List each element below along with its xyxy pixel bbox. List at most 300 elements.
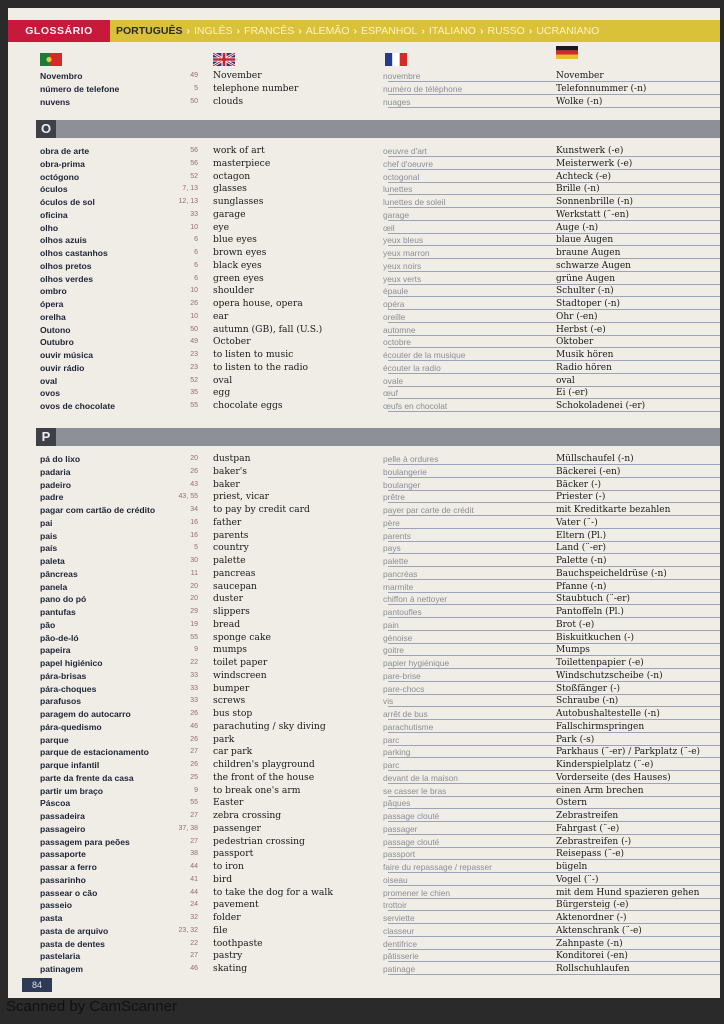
entry-french: classeur — [383, 925, 415, 936]
entry-german: mit dem Hund spazieren gehen — [556, 887, 700, 898]
entry-english: bumper — [213, 682, 250, 694]
glossary-entry — [8, 517, 720, 529]
row-rule — [388, 411, 720, 412]
entry-german: Pfanne (-n) — [556, 581, 607, 592]
entry-english: dustpan — [213, 453, 251, 464]
entry-english: bread — [213, 618, 241, 630]
entry-english: brown eyes — [213, 247, 267, 258]
entry-french: parking — [383, 747, 411, 758]
entry-page-ref: 9 — [194, 646, 198, 654]
entry-portuguese: passar a ferro — [40, 862, 97, 872]
entry-portuguese: padaria — [40, 466, 71, 477]
entry-english: parents — [213, 529, 249, 541]
entry-french: devant de la maison — [383, 772, 458, 783]
glossary-entry — [8, 555, 720, 567]
entry-french: goitre — [383, 645, 404, 656]
entry-german: Vater (¨-) — [556, 517, 598, 528]
entry-page-ref: 26 — [190, 467, 198, 475]
entry-page-ref: 5 — [194, 544, 198, 552]
entry-page-ref: 34 — [190, 506, 198, 513]
entry-french: pare-chocs — [383, 683, 425, 694]
entry-german: Brille (-n) — [556, 184, 600, 195]
entry-portuguese: partir um braço — [40, 785, 104, 796]
glossary-entry — [8, 145, 720, 157]
entry-french: écouter la radio — [383, 362, 441, 373]
entry-page-ref: 30 — [190, 557, 198, 564]
entry-page-ref: 23, 32 — [178, 926, 198, 934]
entry-portuguese: pano do pó — [40, 594, 87, 605]
entry-page-ref: 26 — [190, 761, 198, 768]
entry-english: to iron — [213, 861, 244, 872]
entry-english: clouds — [213, 95, 244, 107]
glossary-entry — [8, 746, 720, 758]
entry-french: dentifrice — [383, 938, 417, 949]
entry-portuguese: passaporte — [40, 849, 86, 860]
entry-french: yeux verts — [383, 273, 422, 284]
entry-portuguese: pão-de-ló — [40, 632, 79, 643]
entry-page-ref: 25 — [190, 773, 198, 781]
entry-german: Mumps — [556, 645, 590, 656]
entry-german: Zebrastreifen — [556, 811, 619, 821]
entry-portuguese: passagem para peões — [40, 836, 130, 847]
row-rule — [388, 974, 720, 975]
entry-german: Staubtuch (¨-er) — [556, 594, 631, 605]
entry-english: file — [213, 924, 228, 936]
glossary-entry — [8, 963, 720, 975]
entry-portuguese: orelha — [40, 311, 66, 322]
entry-page-ref: 32 — [190, 914, 198, 921]
entry-french: pâques — [383, 798, 411, 809]
entry-german: Bäckerei (-en) — [556, 466, 621, 477]
entry-german: Brot (-e) — [556, 619, 595, 630]
entry-german: Aktenschrank (¨-e) — [556, 925, 642, 936]
entry-english: bus stop — [213, 708, 253, 719]
entry-german: Herbst (-e) — [556, 324, 606, 335]
entry-french: palette — [383, 556, 409, 566]
entry-page-ref: 43 — [190, 480, 198, 488]
entry-french: passage clouté — [383, 811, 440, 821]
entry-german: Fallschirmspringen — [556, 721, 645, 732]
glossary-entry — [8, 298, 720, 310]
entry-french: passage clouté — [383, 836, 440, 847]
entry-german: Reisepass (¨-e) — [556, 849, 625, 860]
entry-page-ref: 49 — [190, 72, 198, 79]
entry-page-ref: 10 — [190, 223, 198, 231]
entry-english: to listen to the radio — [213, 361, 309, 373]
entry-french: lunettes de soleil — [383, 197, 446, 207]
scanner-watermark: Scanned by CamScanner — [6, 998, 177, 1015]
entry-english: pastry — [213, 950, 243, 962]
entry-portuguese: oficina — [40, 209, 68, 220]
entry-french: novembre — [383, 71, 421, 81]
entry-french: pâtisserie — [383, 951, 419, 962]
entry-english: passenger — [213, 822, 261, 834]
entry-page-ref: 23 — [190, 351, 198, 358]
entry-german: Bauchspeicheldrüse (-n) — [556, 568, 667, 579]
section-header-p — [36, 428, 720, 446]
page-number: 84 — [22, 978, 52, 992]
entry-french: numéro de téléphone — [383, 83, 463, 94]
entry-portuguese: parque — [40, 734, 69, 745]
glossary-entry — [8, 887, 720, 899]
entry-french: pancréas — [383, 568, 418, 579]
glossary-entry — [8, 234, 720, 246]
language-label: ESPANHOL — [360, 25, 418, 37]
entry-page-ref: 52 — [190, 172, 198, 180]
glossary-entry — [8, 400, 720, 412]
glossary-header-bar — [8, 20, 720, 42]
entry-portuguese: passear o cão — [40, 887, 98, 898]
entry-portuguese: pá do lixo — [40, 454, 81, 464]
entry-german: Bäcker (-) — [556, 479, 602, 490]
language-nav — [110, 20, 720, 42]
section-letter: P — [36, 428, 56, 446]
entry-french: se casser le bras — [383, 785, 447, 796]
entry-german: November — [556, 71, 604, 81]
entry-french: chef d'oeuvre — [383, 158, 434, 169]
entry-portuguese: Outubro — [40, 337, 74, 348]
entry-german: braune Augen — [556, 248, 621, 258]
entry-english: bird — [213, 873, 233, 885]
glossary-entry — [8, 96, 720, 108]
entry-german: Land (¨-er) — [556, 543, 606, 554]
glossary-entry — [8, 619, 720, 631]
entry-french: parents — [383, 530, 411, 541]
entry-portuguese: ouvir música — [40, 350, 94, 360]
section-letter: O — [36, 120, 56, 138]
entry-page-ref: 20 — [190, 595, 198, 603]
entry-english: slippers — [213, 606, 250, 617]
entry-portuguese: paleta — [40, 556, 65, 566]
entry-english: work of art — [213, 145, 265, 156]
entry-portuguese: olhos castanhos — [40, 248, 108, 258]
entry-portuguese: olhos azuis — [40, 235, 87, 246]
entry-english: oval — [213, 374, 233, 386]
entry-english: Easter — [213, 797, 244, 809]
entry-french: octogonal — [383, 171, 420, 182]
entry-english: father — [213, 516, 242, 528]
entry-portuguese: nuvens — [40, 96, 71, 107]
entry-portuguese: passageiro — [40, 823, 86, 834]
entry-english: passport — [213, 848, 254, 860]
entry-page-ref: 37, 38 — [178, 824, 198, 832]
entry-english: eye — [213, 221, 230, 233]
entry-french: promener le chien — [383, 887, 451, 898]
entry-french: yeux bleus — [383, 235, 424, 246]
entry-english: masterpiece — [213, 157, 271, 169]
glossary-entry — [8, 453, 720, 465]
entry-french: parc — [383, 760, 400, 770]
nav-separator: › — [421, 25, 425, 37]
entry-page-ref: 10 — [190, 287, 198, 295]
entry-english: opera house, opera — [213, 298, 303, 309]
entry-german: Zahnpaste (-n) — [556, 938, 623, 949]
glossary-entry — [8, 311, 720, 323]
entry-english: palette — [213, 555, 246, 566]
language-label: ALEMÃO — [305, 25, 350, 37]
entry-page-ref: 10 — [190, 312, 198, 320]
glossary-entry — [8, 285, 720, 297]
entry-french: œil — [383, 222, 395, 233]
entry-portuguese: pastelaria — [40, 951, 81, 962]
entry-french: arrêt de bus — [383, 709, 428, 719]
language-label: UCRANIANO — [536, 25, 600, 37]
entry-french: marmite — [383, 581, 414, 592]
glossary-entry — [8, 683, 720, 695]
entry-page-ref: 20 — [190, 455, 198, 462]
entry-portuguese: oval — [40, 375, 58, 386]
glossary-entry — [8, 899, 720, 911]
glossary-entry — [8, 479, 720, 491]
entry-english: children's playground — [213, 759, 315, 770]
entry-portuguese: papeira — [40, 645, 71, 656]
entry-english: zebra crossing — [213, 810, 282, 821]
entry-german: Toilettenpapier (-e) — [556, 658, 644, 668]
glossary-entry — [8, 158, 720, 170]
glossary-entry — [8, 530, 720, 542]
entry-french: garage — [383, 209, 410, 220]
entry-english: the front of the house — [213, 771, 315, 783]
language-label: FRANCÊS — [244, 25, 295, 37]
glossary-entry — [8, 823, 720, 835]
entry-french: faire du repassage / repasser — [383, 862, 492, 872]
glossary-entry — [8, 734, 720, 746]
entry-portuguese: pasta de arquivo — [40, 925, 109, 936]
entry-german: Bürgersteig (-e) — [556, 900, 629, 911]
entry-french: oreille — [383, 311, 406, 322]
entry-french: parachutisme — [383, 721, 434, 732]
section-header-o — [36, 120, 720, 138]
germany-flag-icon — [556, 46, 578, 59]
entry-portuguese: pâncreas — [40, 568, 78, 579]
glossary-entry — [8, 209, 720, 221]
nav-separator: › — [236, 25, 241, 37]
entry-german: grüne Augen — [556, 273, 616, 284]
entry-french: épaule — [383, 286, 409, 297]
entry-english: skating — [213, 963, 248, 974]
entry-page-ref: 26 — [190, 735, 198, 743]
france-flag-icon — [385, 53, 407, 66]
entry-english: green eyes — [213, 272, 264, 284]
entry-english: car park — [213, 746, 253, 758]
entry-page-ref: 6 — [194, 236, 198, 244]
entry-french: passport — [383, 849, 416, 860]
entry-portuguese: padre — [40, 492, 64, 503]
glossary-entry — [8, 222, 720, 234]
entry-french: trottoir — [383, 900, 407, 911]
glossary-entry — [8, 542, 720, 554]
entry-french: payer par carte de crédit — [383, 505, 474, 515]
glossary-entry — [8, 593, 720, 605]
entry-page-ref: 33 — [190, 684, 198, 692]
entry-portuguese: pasta de dentes — [40, 938, 105, 949]
entry-french: patinage — [383, 964, 416, 974]
entry-english: saucepan — [213, 580, 257, 592]
uk-flag-icon — [213, 53, 235, 66]
entry-german: Windschutzscheibe (-n) — [556, 670, 663, 681]
entry-page-ref: 7, 13 — [182, 185, 198, 193]
glossary-entry — [8, 759, 720, 771]
entry-french: œuf — [383, 388, 398, 399]
entry-portuguese: parque de estacionamento — [40, 747, 149, 758]
entry-page-ref: 11 — [190, 569, 198, 577]
entry-french: yeux marron — [383, 248, 430, 258]
entry-english: folder — [213, 912, 241, 923]
nav-separator: › — [479, 25, 484, 37]
glossary-entry — [8, 247, 720, 259]
entry-german: Autobushaltestelle (-n) — [556, 709, 660, 719]
entry-french: chiffon à nettoyer — [383, 594, 448, 605]
glossary-entry — [8, 912, 720, 924]
entry-german: Fahrgast (¨-e) — [556, 823, 620, 834]
glossary-entry — [8, 375, 720, 387]
entry-page-ref: 23 — [190, 363, 198, 371]
glossary-entry — [8, 273, 720, 285]
entry-page-ref: 6 — [194, 249, 198, 256]
glossary-entry — [8, 670, 720, 682]
entry-portuguese: olhos verdes — [40, 273, 94, 284]
entry-german: schwarze Augen — [556, 260, 631, 271]
language-label: INGLÊS — [194, 25, 233, 37]
entry-portuguese: padeiro — [40, 479, 72, 490]
entry-english: pedestrian crossing — [213, 835, 305, 847]
entry-portuguese: óculos — [40, 184, 68, 195]
entry-english: blue eyes — [213, 234, 257, 246]
entry-english: duster — [213, 593, 244, 605]
entry-page-ref: 38 — [190, 850, 198, 858]
entry-portuguese: país — [40, 543, 58, 554]
entry-page-ref: 49 — [190, 338, 198, 346]
entry-french: pelle à ordures — [383, 454, 439, 464]
entry-page-ref: 55 — [190, 633, 198, 641]
entry-english: garage — [213, 208, 246, 220]
entry-english: octagon — [213, 170, 251, 182]
entry-portuguese: olho — [40, 222, 59, 233]
entry-page-ref: 22 — [190, 939, 198, 947]
entry-page-ref: 46 — [190, 965, 198, 972]
glossary-entry — [8, 810, 720, 822]
entry-english: toilet paper — [213, 657, 268, 668]
entry-french: écouter de la musique — [383, 350, 466, 360]
entry-german: Schokoladenei (-er) — [556, 401, 646, 411]
entry-german: Park (-s) — [556, 734, 595, 745]
entry-english: black eyes — [213, 259, 262, 271]
entry-french: octobre — [383, 337, 411, 348]
entry-german: Telefonnummer (-n) — [556, 83, 647, 94]
entry-page-ref: 50 — [190, 97, 198, 105]
glossary-entry — [8, 349, 720, 361]
entry-english: October — [213, 336, 251, 348]
glossary-entry — [8, 83, 720, 95]
entry-french: lunettes — [383, 184, 413, 195]
entry-english: pancreas — [213, 567, 256, 579]
entry-german: Stadtoper (-n) — [556, 299, 621, 309]
entry-german: Schraube (-n) — [556, 696, 619, 707]
entry-page-ref: 24 — [190, 901, 198, 909]
entry-french: prêtre — [383, 492, 405, 503]
entry-page-ref: 56 — [190, 147, 198, 154]
glossary-entry — [8, 336, 720, 348]
entry-portuguese: óculos de sol — [40, 197, 95, 207]
entry-english: to pay by credit card — [213, 504, 310, 515]
entry-portuguese: pára-quedismo — [40, 721, 102, 732]
glossary-entry — [8, 657, 720, 669]
glossary-entry — [8, 695, 720, 707]
entry-french: pantoufles — [383, 607, 422, 617]
entry-portuguese: patinagem — [40, 964, 83, 974]
glossary-title: GLOSSÁRIO — [8, 20, 110, 42]
entry-page-ref: 27 — [190, 812, 198, 819]
entry-english: chocolate eggs — [213, 400, 283, 411]
entry-page-ref: 55 — [190, 402, 198, 409]
entry-page-ref: 33 — [190, 671, 198, 679]
entry-portuguese: pára-brisas — [40, 670, 87, 681]
entry-german: Musik hören — [556, 350, 614, 360]
entry-german: Stoßfänger (-) — [556, 683, 621, 694]
glossary-entry — [8, 848, 720, 860]
entry-page-ref: 29 — [190, 608, 198, 615]
entry-english: country — [213, 542, 249, 554]
entry-english: glasses — [213, 183, 247, 195]
entry-german: oval — [556, 375, 575, 386]
entry-german: bügeln — [556, 862, 588, 872]
glossary-entry — [8, 797, 720, 809]
entry-page-ref: 22 — [190, 659, 198, 666]
entry-french: père — [383, 517, 400, 528]
entry-portuguese: ovos de chocolate — [40, 401, 115, 411]
entry-english: sponge cake — [213, 631, 271, 643]
entry-portuguese: ópera — [40, 299, 64, 309]
entry-page-ref: 16 — [190, 531, 198, 539]
glossary-entry — [8, 568, 720, 580]
entry-english: baker — [213, 478, 240, 490]
entry-german: Vorderseite (des Hauses) — [556, 772, 671, 783]
entry-page-ref: 16 — [190, 518, 198, 526]
entry-french: oeuvre d'art — [383, 146, 427, 156]
entry-german: Ohr (-en) — [556, 311, 598, 322]
entry-french: automne — [383, 324, 416, 335]
entry-german: Palette (-n) — [556, 556, 607, 566]
glossary-entry — [8, 632, 720, 644]
glossary-entry — [8, 721, 720, 733]
nav-separator: › — [186, 25, 191, 37]
glossary-entry — [8, 708, 720, 720]
entry-page-ref: 26 — [190, 710, 198, 717]
entry-german: Vogel (¨-) — [556, 874, 599, 885]
entry-english: November — [213, 70, 262, 81]
entry-page-ref: 33 — [190, 697, 198, 705]
entry-page-ref: 46 — [190, 722, 198, 730]
entry-portuguese: parafusos — [40, 696, 82, 707]
glossary-page — [8, 8, 720, 998]
entry-german: Rollschuhlaufen — [556, 964, 630, 974]
entry-german: Parkhaus (¨-er) / Parkplatz (¨-e) — [556, 747, 701, 758]
entry-page-ref: 19 — [190, 620, 198, 628]
entry-portuguese: parque infantil — [40, 760, 100, 770]
entry-english: baker's — [213, 465, 247, 477]
entry-french: vis — [383, 696, 394, 707]
entry-english: park — [213, 733, 235, 745]
entry-page-ref: 52 — [190, 376, 198, 384]
entry-french: génoise — [383, 632, 413, 643]
entry-german: mit Kreditkarte bezahlen — [556, 505, 671, 515]
glossary-entry — [8, 504, 720, 516]
entry-portuguese: obra-prima — [40, 158, 85, 169]
entry-german: Meisterwerk (-e) — [556, 158, 633, 169]
glossary-entry — [8, 772, 720, 784]
entry-page-ref: 6 — [194, 261, 198, 269]
entry-french: boulangerie — [383, 466, 427, 477]
